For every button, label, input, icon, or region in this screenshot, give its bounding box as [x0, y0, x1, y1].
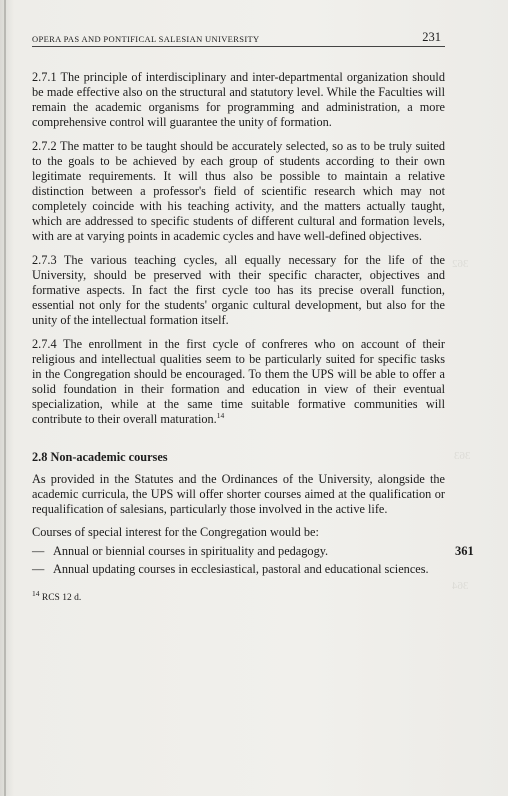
show-through-marks: 362 363 364: [452, 258, 471, 592]
footnote: [32, 588, 445, 606]
list-item: [32, 562, 445, 577]
list-item-text: Annual updating courses in ecclesiastical, pastoral and educational sciences.: [53, 561, 429, 576]
footnote-marker: 14: [32, 588, 40, 598]
running-title: OPERA PAS AND PONTIFICAL SALESIAN UNIVERSITY: [32, 34, 260, 44]
margin-paragraph-number: 361: [455, 544, 474, 558]
dash-bullet: —: [32, 543, 45, 558]
page-body: [32, 70, 445, 606]
section-intro: As provided in the Statutes and the Ordinances of the University, alongside the academic curricula, the UPS will offer shorter courses aimed at the qualification or requalification of salesians, particularly those involved in the active life.: [32, 471, 445, 516]
list-intro: Courses of special interest for the Congregation would be:: [32, 525, 319, 540]
paragraph-2-7-2: 2.7.2 The matter to be taught should be accurately selected, so as to be truly suited to the goals to be achieved by each group of students according to their own legitimate requirements. It will thus also be possible to maintain a relative distinction between a professor's field of scientific research which may not completely coincide with his teaching activity, and the matters actually taught, which are addressed to specific students of different cultural and formation levels, with are at varying points in academic cycles and have well-defined objectives.: [32, 138, 445, 244]
paragraph-2-7-4-text: 2.7.4 The enrollment in the first cycle of confreres who on account of their religious and intellectual qualities seem to be particularly suited for specific tasks in the Congregation should be encouraged. To them the UPS will be able to offer a solid foundation in their formation and education in view of their eventual specialization, while at the same time suitable formative communities will contribute to their overall maturation.: [32, 337, 445, 427]
footnote-reference: 14: [216, 411, 225, 421]
footnote-text: RCS 12 d.: [41, 592, 82, 603]
page-number: 231: [422, 30, 441, 44]
list-item-text: Annual or biennial courses in spirituality and pedagogy.: [53, 543, 329, 558]
dash-bullet: —: [32, 561, 45, 576]
running-header: [32, 30, 445, 47]
paragraph-2-7-1: 2.7.1 The principle of interdisciplinary and inter-departmental organization should be made effective also on the structural and statutory level. While the Faculties will remain the academic organisms for programming and administration, a more comprehensive control will guarantee the unity of formation.: [32, 70, 445, 130]
section-heading: 2.8 Non-academic courses: [32, 449, 168, 464]
paragraph-2-7-3: 2.7.3 The various teaching cycles, all equally necessary for the life of the University, should be preserved with their specific character, objectives and formative aspects. In fact the first cycle too has its precise overall function, essential not only for the students' organic cultural development, but also for the unity of the intellectual formation itself.: [32, 253, 445, 328]
page-binding-edge: [4, 0, 6, 796]
list-item: [32, 544, 445, 559]
course-list: [32, 544, 445, 577]
paragraph-2-7-4: [32, 337, 445, 428]
